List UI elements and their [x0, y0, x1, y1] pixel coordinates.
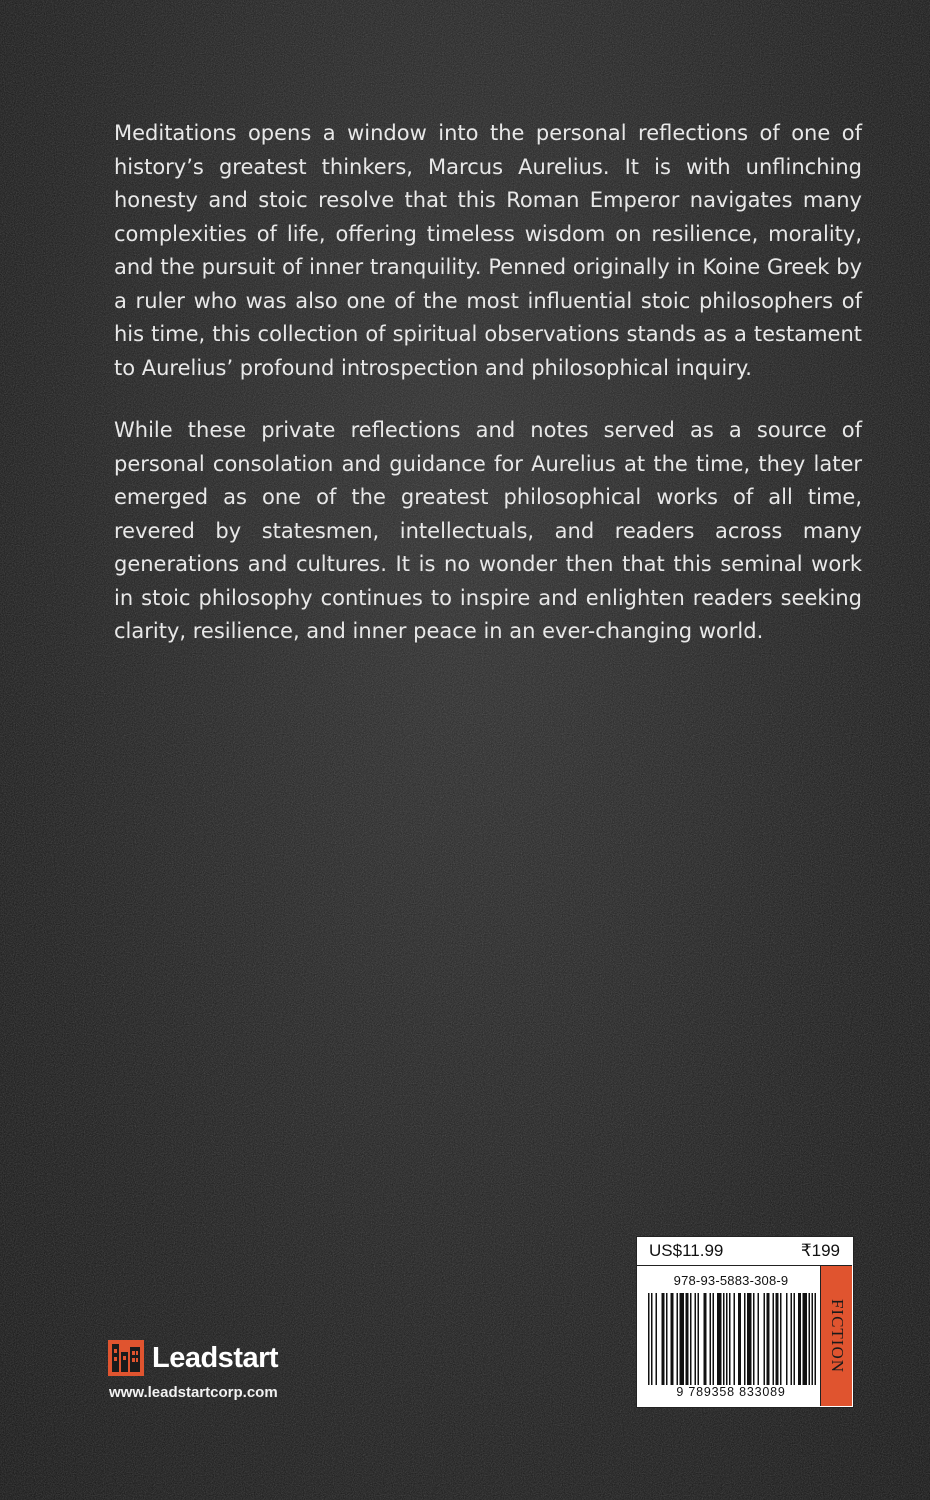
price-row [637, 1237, 852, 1266]
genre-label [820, 1266, 852, 1406]
publisher-logo [108, 1338, 348, 1408]
barcode-box [636, 1236, 854, 1408]
blurb-paragraph-1: Meditations opens a window into the personal reflections of one of history’s greatest thinkers, Marcus Aurelius. It is with unflinching honesty and stoic resolve that this Roman Emperor navigates many complexities of life, offering timeless wisdom on resilience, morality, and the pursuit of inner tranquility. Penned originally in Koine Greek by a ruler who was also one of the most influential stoic philosophers of his time, this collection of spiritual observations stands as a testament to Aurelius’ profound introspection and philosophical inquiry. [114, 121, 862, 380]
barcode-bars [648, 1293, 816, 1385]
leadstart-logo-icon [108, 1340, 144, 1376]
publisher-url: www.leadstartcorp.com [109, 1384, 278, 1401]
isbn-number: 978-93-5883-308-9 [673, 1273, 789, 1288]
logo-row [108, 1338, 348, 1378]
publisher-name: Leadstart [152, 1341, 279, 1374]
blurb-text [114, 117, 862, 678]
price-inr: ₹199 [800, 1241, 840, 1260]
genre-text: FICTION [827, 1298, 847, 1374]
price-usd: US$11.99 [649, 1241, 724, 1260]
barcode-digits: 9 789358 833089 [676, 1385, 786, 1399]
blurb-paragraph-2: While these private reflections and notes served as a source of personal consolation and guidance for Aurelius at the time, they later emerged as one of the greatest philosophical works of all time, revered by statesmen, intellectuals, and readers across many generations and cultures. It is no wonder then that this seminal work in stoic philosophy continues to inspire and enlighten readers seeking clarity, resilience, and inner peace in an ever-changing world. [114, 418, 862, 643]
